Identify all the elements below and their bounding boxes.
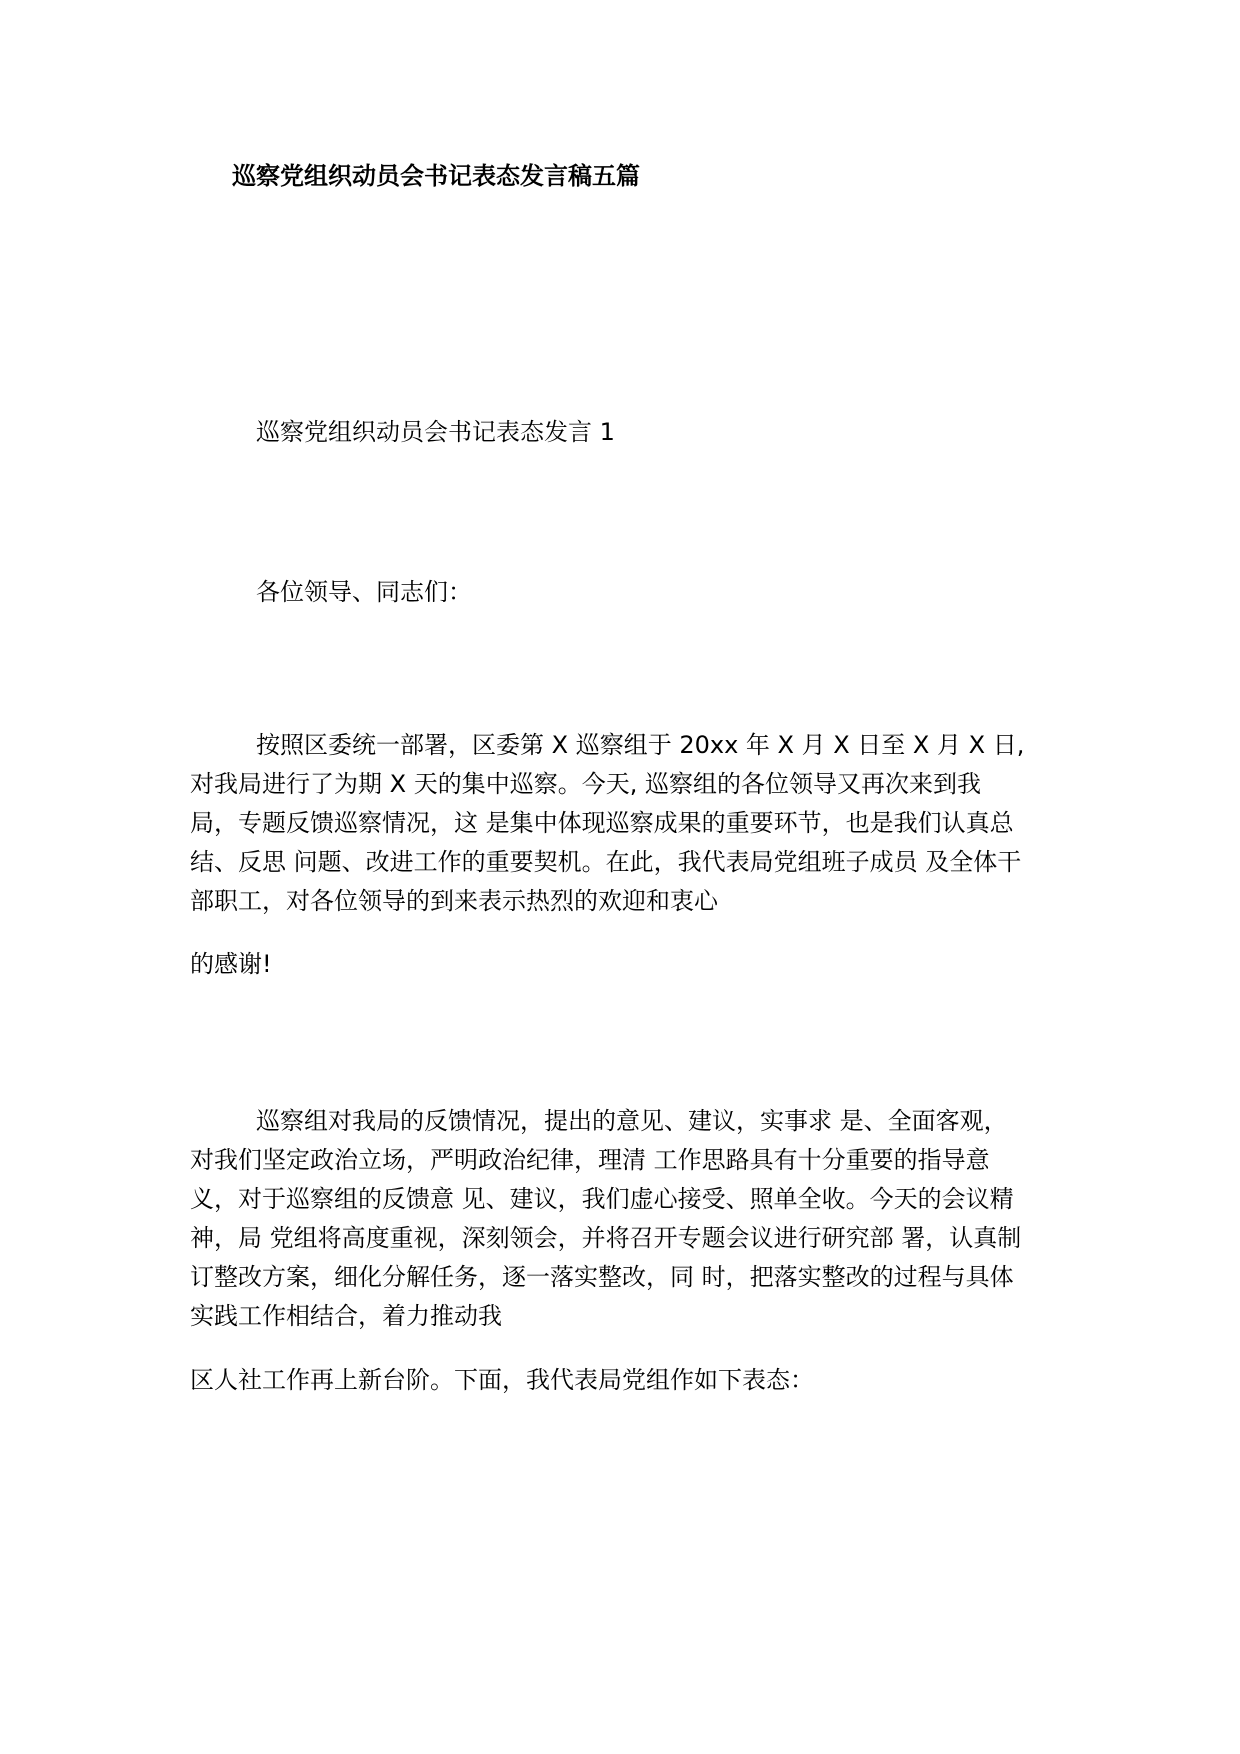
paragraph-line: 巡察组对我局的反馈情况，提出的意见、建议，实事求 是、全面客观， [256,1107,1008,1135]
paragraph-line: 实践工作相结合，着力推动我 [190,1302,502,1330]
paragraph-line: 神，局 党组将高度重视，深刻领会，并将召开专题会议进行研究部 署，认真制 [190,1224,1022,1252]
paragraph-1 [190,726,1070,921]
paragraph-line: 局，专题反馈巡察情况，这 是集中体现巡察成果的重要环节，也是我们认真总 [190,809,1014,837]
paragraph-line: 按照区委统一部署，区委第 X 巡察组于 20xx 年 X 月 X 日至 X 月 X 日, [256,731,1025,759]
paragraph-line: 订整改方案，细化分解任务，逐一落实整改，同 时，把落实整改的过程与具体 [190,1263,1014,1291]
salutation: 各位领导、同志们： [256,578,472,606]
paragraph-line: 对我局进行了为期 X 天的集中巡察。今天, 巡察组的各位领导又再次来到我 [190,770,981,798]
section-heading: 巡察党组织动员会书记表态发言 1 [256,418,615,446]
paragraph-2-tail: 区人社工作再上新台阶。下面，我代表局党组作如下表态： [190,1366,814,1394]
paragraph-1-tail: 的感谢! [190,950,272,978]
paragraph-2 [190,1102,1070,1336]
document-title: 巡察党组织动员会书记表态发言稿五篇 [232,162,640,190]
paragraph-line: 部职工，对各位领导的到来表示热烈的欢迎和衷心 [190,887,718,915]
paragraph-line: 义，对于巡察组的反馈意 见、建议，我们虚心接受、照单全收。今天的会议精 [190,1185,1014,1213]
paragraph-line: 对我们坚定政治立场，严明政治纪律，理清 工作思路具有十分重要的指导意 [190,1146,990,1174]
paragraph-line: 结、反思 问题、改进工作的重要契机。在此，我代表局党组班子成员 及全体干 [190,848,1022,876]
